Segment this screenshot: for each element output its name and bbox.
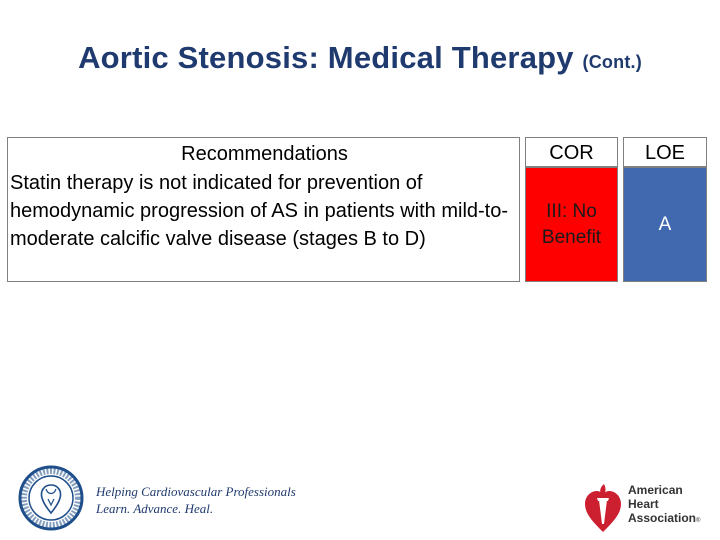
aha-trademark: ® xyxy=(696,518,701,524)
slide-title-main: Aortic Stenosis: Medical Therapy xyxy=(78,40,583,75)
aha-heart-torch-logo xyxy=(583,478,623,536)
slide-title xyxy=(0,40,720,76)
acc-tagline xyxy=(96,483,296,517)
acc-seal-logo xyxy=(18,465,84,531)
cor-header: COR xyxy=(525,137,618,167)
recommendations-column xyxy=(7,137,520,282)
recommendation-table xyxy=(7,137,707,282)
acc-tagline-line1: Helping Cardiovascular Professionals xyxy=(96,484,296,499)
cor-value-line2: Benefit xyxy=(541,226,602,248)
aha-line1: American xyxy=(628,483,683,497)
loe-cell xyxy=(623,167,707,282)
acc-tagline-line2: Learn. Advance. Heal. xyxy=(96,501,214,516)
cor-cell xyxy=(525,167,618,282)
recommendations-header: Recommendations xyxy=(181,143,348,165)
aha-line2: Heart xyxy=(628,497,659,511)
recommendation-text: Statin therapy is not indicated for prevention of hemodynamic progression of AS in patients with mild-to-moderate calcific valve disease (stages B to D) xyxy=(10,172,509,250)
loe-value: A xyxy=(658,213,672,235)
aha-wordmark xyxy=(628,483,700,528)
aha-line3: Association xyxy=(628,511,697,525)
slide-title-suffix: (Cont.) xyxy=(582,52,642,72)
loe-header: LOE xyxy=(623,137,707,167)
cor-value-line1: III: No xyxy=(546,200,597,222)
